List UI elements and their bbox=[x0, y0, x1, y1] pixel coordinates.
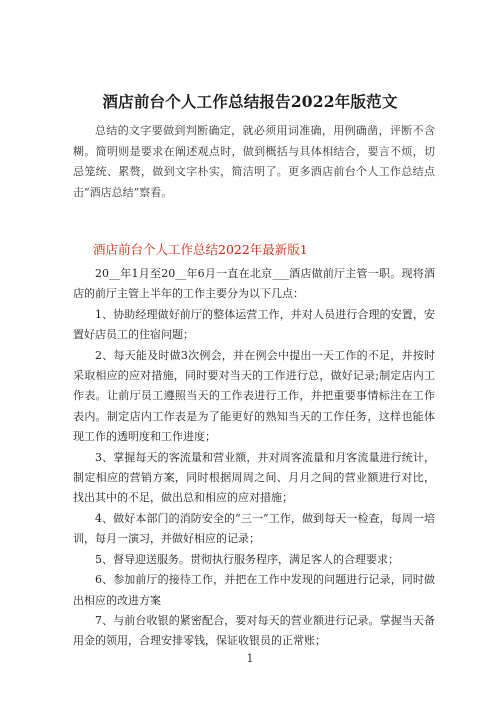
body-paragraph: 5、督导迎送服务。贯彻执行服务程序，满足客人的合理要求； bbox=[95, 552, 399, 566]
page-number: 1 bbox=[246, 652, 254, 665]
body-paragraph: 1、协助经理做好前厅的整体运营工作，并对人员进行合理的安置，安置好店员工的住宿问题； bbox=[73, 307, 435, 342]
body-paragraph: 4、做好本部门的消防安全的“三一”工作，做到每天一检查，每周一培训，每月一演习，并做好相应的记录； bbox=[73, 511, 435, 546]
body-paragraph: 6、参加前厅的接待工作，并把在工作中发现的问题进行记录，同时做出相应的改进方案 bbox=[73, 573, 435, 607]
intro-text bbox=[73, 121, 435, 203]
body-paragraph: 7、与前台收银的紧密配合，要对每天的营业额进行记录。掌握当天备用金的领用，合理安排零钱，保证收银员的正常账； bbox=[73, 613, 435, 648]
body-paragraph: 2、每天能及时做3次例会，并在例会中提出一天工作的不足，并按时采取相应的应对措施，同时要对当天的工作进行总，做好记录;制定店内工作表。让前厅员工遵照当天的工作表进行工作，并把重要事情标注在工作表内。制定店内工作表是为了能更好的熟知当天的工作任务，这样也能体现工作的透明度和工作进度； bbox=[73, 348, 435, 444]
body-text bbox=[73, 264, 435, 652]
intro-paragraph: 总结的文字要做到判断确定，就必须用词准确，用例确凿，评断不含糊。简明则是要求在阐述观点时，做到概括与具体相结合，要言不烦，切忌笼统、累赘，做到文字朴实，简洁明了。更多酒店前台个人工作总结点击“酒店总结”察看。 bbox=[73, 124, 435, 199]
body-paragraph: 20__年1月至20__年6月一直在北京___酒店做前厅主管一职。现将酒店的前厅主管上半年的工作主要分为以下几点： bbox=[73, 267, 435, 301]
body-paragraph: 3、掌握每天的客流量和营业额，并对周客流量和月客流量进行统计，制定相应的营销方案，同时根据周周之间、月月之间的营业额进行对比，找出其中的不足，做出总和相应的应对措施； bbox=[73, 450, 435, 505]
section-subtitle: 酒店前台个人工作总结2022年最新版1 bbox=[93, 242, 308, 257]
document-title: 酒店前台个人工作总结报告2022年版范文 bbox=[102, 92, 398, 111]
